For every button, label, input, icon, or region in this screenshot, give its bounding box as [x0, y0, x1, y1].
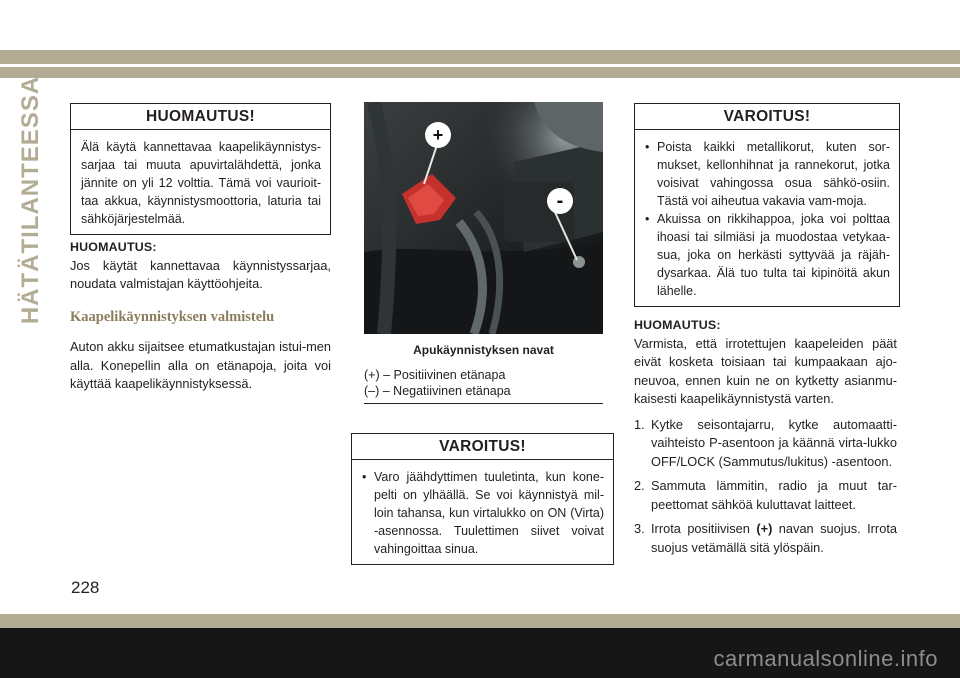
battery-warning-item: • Akuissa on rikkihappoa, joka voi polttaa ihoasi tai silmiäsi ja muodostaa vetykaa-sua, joka on herkästi syttyvää ja räjäh-dysarkaa. Älä tuo tulta tai kipinöitä akun lähelle.	[645, 210, 890, 300]
step-number: 3.	[634, 521, 645, 536]
step-text-bold: (+)	[756, 521, 773, 536]
battery-warning-body	[635, 130, 899, 306]
caption-rule	[364, 403, 603, 404]
engine-bay-illustration	[364, 102, 603, 334]
right-column-text	[634, 316, 897, 563]
step-number: 1.	[634, 416, 645, 432]
step-number: 2.	[634, 478, 645, 493]
fan-warning-box	[351, 433, 614, 565]
legend-item-positive: (+) – Positiivinen etänapa	[364, 368, 506, 382]
step-text: Kytke seisontajarru, kytke automaatti-vaihteisto P-asentoon ja käännä virta-lukko OFF/LOCK (Sammutus/lukitus) -asentoon.	[651, 416, 897, 469]
step-text: navan suojus. Irrota suojus vetämällä sitä ylöspäin.	[651, 521, 897, 555]
note-label: HUOMAUTUS:	[634, 318, 721, 332]
steps-list	[634, 416, 897, 558]
side-tab	[10, 75, 52, 325]
legend-item-negative: (–) – Negatiivinen etänapa	[364, 384, 511, 398]
notice-title: HUOMAUTUS!	[71, 104, 330, 130]
step-item	[634, 477, 897, 514]
minus-label: -	[556, 190, 564, 212]
notice-box	[70, 103, 331, 235]
note-label: HUOMAUTUS:	[70, 240, 157, 254]
fan-warning-title: VAROITUS!	[352, 434, 613, 460]
note-text: Jos käytät kannettavaa käynnistyssarjaa, noudata valmistajan käyttöohjeita.	[70, 257, 331, 291]
battery-warning-title: VAROITUS!	[635, 104, 899, 130]
side-tab-label: HÄTÄTILANTEESSA	[17, 75, 44, 325]
fan-warning-list	[362, 468, 604, 558]
battery-warning-box	[634, 103, 900, 307]
battery-warning-list	[645, 138, 890, 300]
step-text: Sammuta lämmitin, radio ja muut tar-peettomat sähköä kuluttavat laitteet.	[651, 478, 897, 512]
notice-text: Älä käytä kannettavaa kaapelikäynnistys-sarjaa tai muuta apuvirtalähdettä, jonka jännite on yli 12 volttia. Tämä voi vaurioit-taa akkua, käynnistysmoottoria, laturia tai sähköjärjestelmää.	[81, 140, 321, 226]
section-text: Auton akku sijaitsee etumatkustajan istui-men alla. Konepellin alla on etänapoja, joita voi käyttää kaapelikäynnistyksessä.	[70, 339, 331, 391]
page-number: 228	[71, 578, 100, 597]
plus-label: +	[432, 125, 444, 145]
step-item	[634, 520, 897, 557]
left-column-text	[70, 238, 331, 394]
engine-bay-photo	[364, 102, 603, 334]
photo-legend	[364, 367, 603, 399]
watermark: carmanualsonline.info	[713, 646, 938, 671]
section-heading: Kaapelikäynnistyksen valmistelu	[70, 308, 275, 325]
footer-band	[0, 614, 960, 628]
battery-warning-item: • Poista kaikki metallikorut, kuten sor-mukset, kellonhihnat ja rannekorut, jotka voisivat vahingossa osua sähkö-osiin. Tästä voi aiheutua vakavia vam-moja.	[645, 138, 890, 210]
note-text: Varmista, että irrotettujen kaapeleiden päät eivät kosketa toisiaan tai kumpaakaan ajo-neuvoa, ennen kuin ne on kytketty asianmu-kaisesti kaapelikäynnistystä varten.	[634, 335, 897, 406]
fan-warning-item: • Varo jäähdyttimen tuuletinta, kun kone-pelti on ylhäällä. Se voi käynnistyä mil-loin tahansa, kun virtalukko on ON (Virta) -asennossa. Tuulettimen siivet voivat vahingoittaa sinua.	[362, 468, 604, 558]
header-band	[0, 50, 960, 78]
fan-warning-body	[352, 460, 613, 564]
step-text: Irrota positiivisen	[651, 521, 757, 536]
step-item	[634, 416, 897, 472]
photo-caption-title: Apukäynnistyksen navat	[413, 343, 554, 357]
header-stripe	[0, 64, 960, 67]
